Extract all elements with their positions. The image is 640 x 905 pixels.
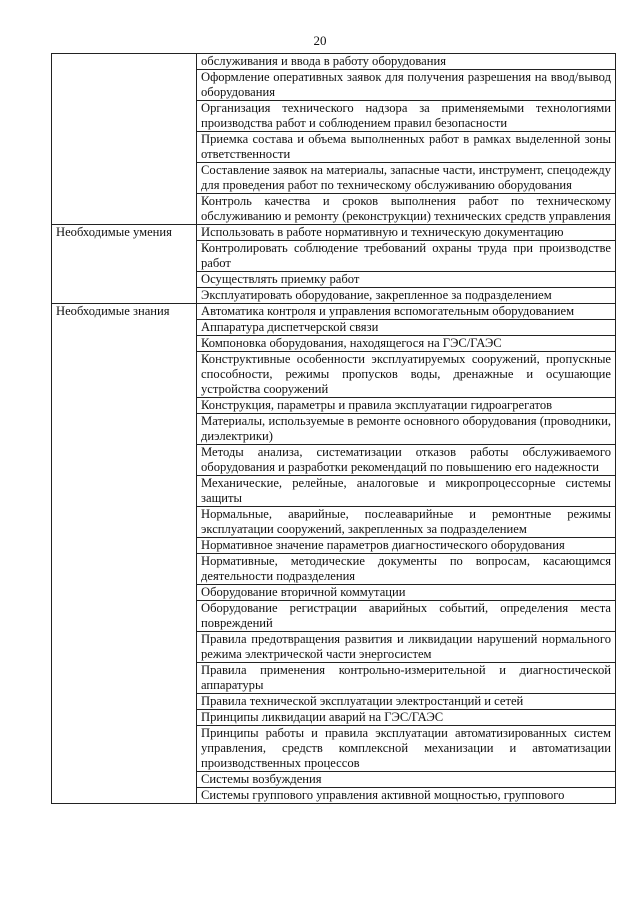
table-cell: обслуживания и ввода в работу оборудования	[197, 54, 616, 70]
table-cell: Принципы работы и правила эксплуатации автоматизированных систем управления, средств комплексной механизации и автоматизации производственных процессов	[197, 726, 616, 772]
table-row	[52, 304, 616, 320]
table-cell: Компоновка оборудования, находящегося на ГЭС/ГАЭС	[197, 336, 616, 352]
requirements-table-body	[52, 54, 616, 804]
table-cell: Правила технической эксплуатации электростанций и сетей	[197, 694, 616, 710]
table-cell: Осуществлять приемку работ	[197, 272, 616, 288]
table-cell: Системы группового управления активной мощностью, группового	[197, 788, 616, 804]
table-cell: Правила применения контрольно-измерительной и диагностической аппаратуры	[197, 663, 616, 694]
page-number: 20	[313, 33, 327, 48]
table-cell: Контролировать соблюдение требований охраны труда при производстве работ	[197, 241, 616, 272]
table-cell: Нормативные, методические документы по вопросам, касающимся деятельности подразделения	[197, 554, 616, 585]
table-cell: Использовать в работе нормативную и техническую документацию	[197, 225, 616, 241]
table-cell: Автоматика контроля и управления вспомогательным оборудованием	[197, 304, 616, 320]
table-cell: Нормативное значение параметров диагностического оборудования	[197, 538, 616, 554]
requirements-table	[51, 53, 616, 804]
table-cell: Эксплуатировать оборудование, закрепленное за подразделением	[197, 288, 616, 304]
table-cell: Материалы, используемые в ремонте основного оборудования (проводники, диэлектрики)	[197, 414, 616, 445]
table-cell: Контроль качества и сроков выполнения работ по техническому обслуживанию и ремонту (реконструкции) технических средств управления	[197, 194, 616, 225]
table-cell: Механические, релейные, аналоговые и микропроцессорные системы защиты	[197, 476, 616, 507]
section-label: Необходимые знания	[52, 304, 197, 804]
section-label	[52, 54, 197, 225]
table-cell: Приемка состава и объема выполненных работ в рамках выделенной зоны ответственности	[197, 132, 616, 163]
table-cell: Оборудование регистрации аварийных событий, определения места повреждений	[197, 601, 616, 632]
table-cell: Организация технического надзора за применяемыми технологиями производства работ и соблюдением правил безопасности	[197, 101, 616, 132]
table-cell: Составление заявок на материалы, запасные части, инструмент, спецодежду для проведения работ по техническому обслуживанию оборудования	[197, 163, 616, 194]
table-cell: Оформление оперативных заявок для получения разрешения на ввод/вывод оборудования	[197, 70, 616, 101]
table-cell: Методы анализа, систематизации отказов работы обслуживаемого оборудования и разработки рекомендаций по повышению его надежности	[197, 445, 616, 476]
table-cell: Аппаратура диспетчерской связи	[197, 320, 616, 336]
table-cell: Правила предотвращения развития и ликвидации нарушений нормального режима электрической части энергосистем	[197, 632, 616, 663]
section-label: Необходимые умения	[52, 225, 197, 304]
table-cell: Системы возбуждения	[197, 772, 616, 788]
table-cell: Оборудование вторичной коммутации	[197, 585, 616, 601]
table-cell: Принципы ликвидации аварий на ГЭС/ГАЭС	[197, 710, 616, 726]
table-row	[52, 225, 616, 241]
table-cell: Конструкция, параметры и правила эксплуатации гидроагрегатов	[197, 398, 616, 414]
table-cell: Нормальные, аварийные, послеаварийные и ремонтные режимы эксплуатации сооружений, закрепленных за подразделением	[197, 507, 616, 538]
table-row	[52, 54, 616, 70]
table-cell: Конструктивные особенности эксплуатируемых сооружений, пропускные способности, режимы пропусков воды, дренажные и осушающие устройства сооружений	[197, 352, 616, 398]
